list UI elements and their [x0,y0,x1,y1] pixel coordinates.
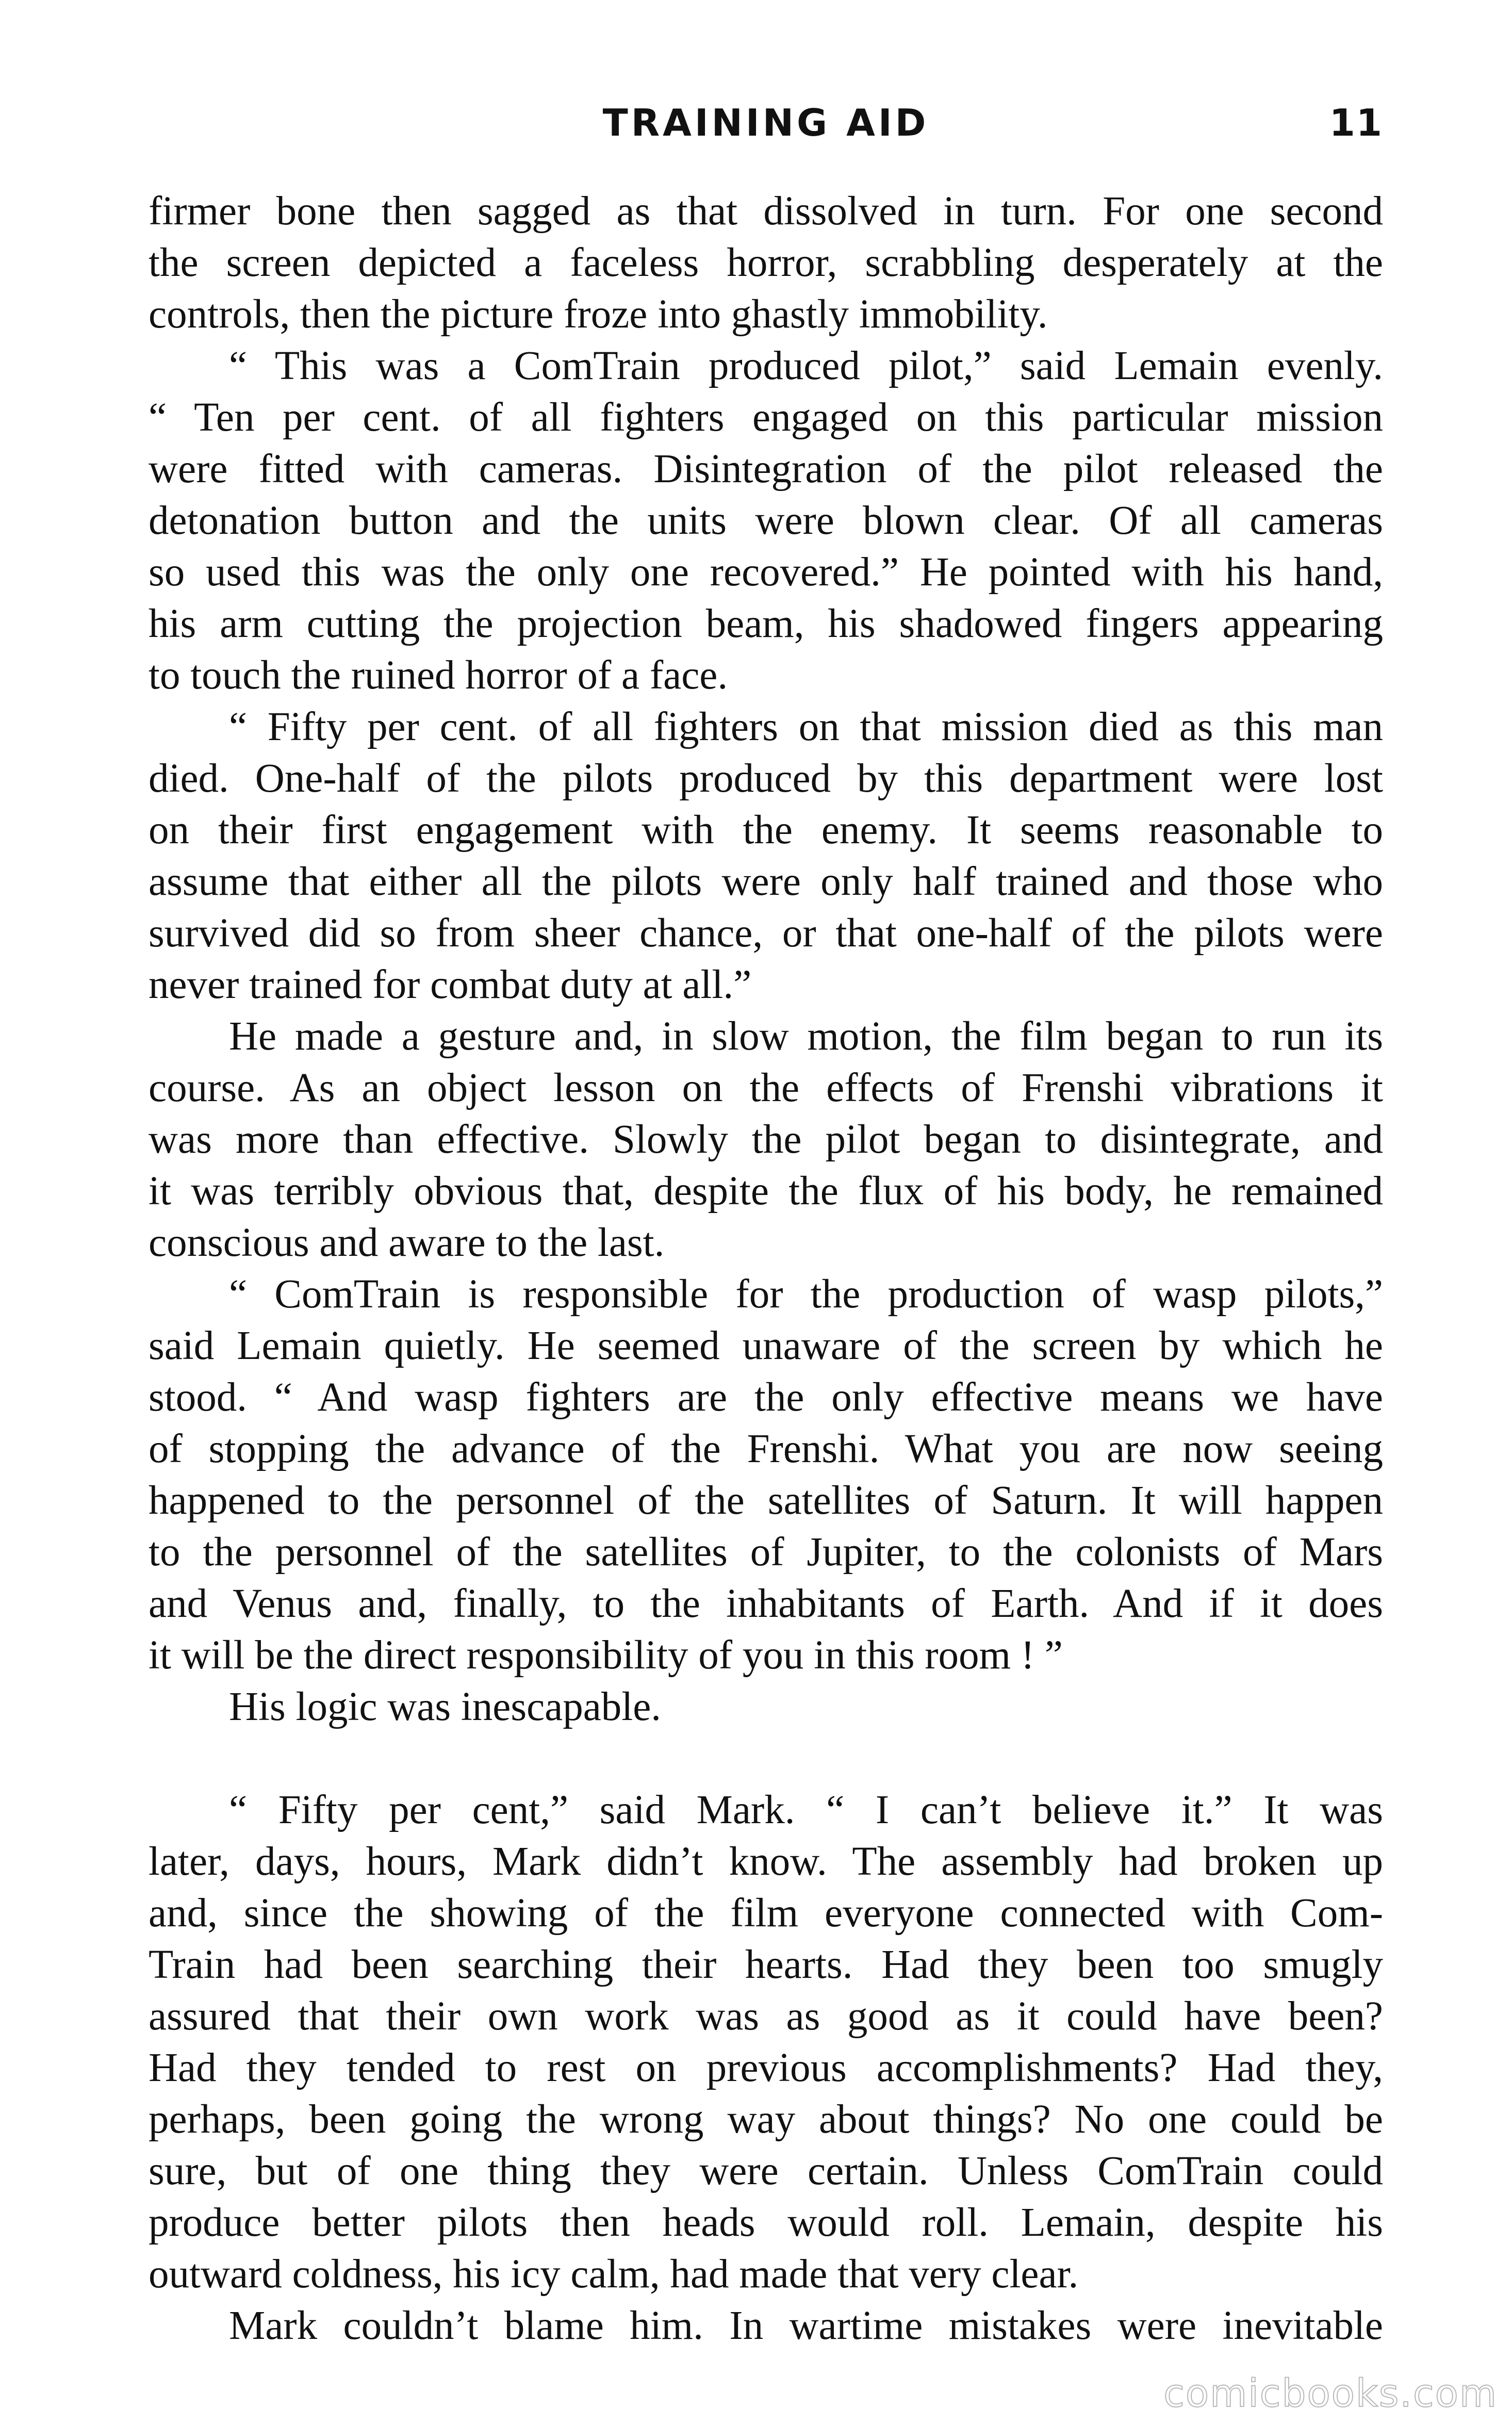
text-line: He made a gesture and, in slow motion, the film began to run its [229,1014,1383,1059]
text-line: “ ComTrain is responsible for the production of wasp pilots,” [229,1272,1383,1317]
text-line: to the personnel of the satellites of Jupiter, to the colonists of Mars [149,1530,1383,1575]
text-line: so used this was the only one recovered.” He pointed with his hand, [149,550,1383,595]
text-line: “ Fifty per cent,” said Mark. “ I can’t believe it.” It was [229,1788,1383,1832]
text-line: on their first engagement with the enemy. It seems reasonable to [149,808,1383,853]
text-line: died. One-half of the pilots produced by this department were lost [149,756,1383,801]
text-line: “ Fifty per cent. of all fighters on that mission died as this man [229,705,1383,749]
text-line: conscious and aware to the last. [149,1220,665,1265]
text-line: produce better pilots then heads would roll. Lemain, despite his [149,2200,1383,2245]
text-line: was more than effective. Slowly the pilot began to disintegrate, and [149,1117,1383,1162]
text-line: Train had been searching their hearts. Had they been too smugly [149,1942,1383,1987]
text-line: said Lemain quietly. He seemed unaware of the screen by which he [149,1323,1383,1368]
text-line: “ This was a ComTrain produced pilot,” said Lemain evenly. [229,343,1383,388]
body-text [149,186,1383,2352]
text-line: firmer bone then sagged as that dissolved in turn. For one second [149,189,1383,234]
text-line: “ Ten per cent. of all fighters engaged on this particular mission [149,395,1383,440]
text-line: later, days, hours, Mark didn’t know. The assembly had broken up [149,1839,1383,1884]
section-break [149,1733,1383,1784]
text-line: course. As an object lesson on the effects of Frenshi vibrations it [149,1066,1383,1110]
text-line: survived did so from sheer chance, or that one-half of the pilots were [149,911,1383,956]
text-line: Had they tended to rest on previous accomplishments? Had they, [149,2045,1383,2090]
text-line: his arm cutting the projection beam, his shadowed fingers appearing [149,601,1383,646]
watermark: comicbooks.com [1163,2371,1498,2416]
text-line: of stopping the advance of the Frenshi. What you are now seeing [149,1427,1383,1471]
text-line: never trained for combat duty at all.” [149,962,752,1007]
text-line: His logic was inescapable. [229,1684,662,1729]
page-header [149,98,1383,155]
text-line: assured that their own work was as good as it could have been? [149,1994,1383,2039]
text-line: it was terribly obvious that, despite the flux of his body, he remained [149,1169,1383,1214]
text-line: Mark couldn’t blame him. In wartime mistakes were inevitable [229,2303,1383,2348]
text-line: detonation button and the units were blown clear. Of all cameras [149,498,1383,543]
running-head: TRAINING AID [602,101,929,144]
text-line: sure, but of one thing they were certain. Unless ComTrain could [149,2149,1383,2193]
text-line: the screen depicted a faceless horror, scrabbling desperately at the [149,240,1383,285]
text-line: to touch the ruined horror of a face. [149,653,728,698]
text-line: were fitted with cameras. Disintegration of the pilot released the [149,447,1383,492]
text-line: and Venus and, finally, to the inhabitants of Earth. And if it does [149,1581,1383,1626]
text-line: assume that either all the pilots were only half trained and those who [149,859,1383,904]
text-line: happened to the personnel of the satellites of Saturn. It will happen [149,1478,1383,1523]
text-line: perhaps, been going the wrong way about things? No one could be [149,2097,1383,2142]
page-number: 11 [1329,101,1383,144]
text-line: stood. “ And wasp fighters are the only effective means we have [149,1375,1383,1420]
text-line: outward coldness, his icy calm, had made that very clear. [149,2252,1079,2297]
text-line: and, since the showing of the film everyone connected with Com- [149,1891,1383,1936]
text-line: it will be the direct responsibility of you in this room ! ” [149,1633,1063,1678]
text-line: controls, then the picture froze into ghastly immobility. [149,292,1048,337]
